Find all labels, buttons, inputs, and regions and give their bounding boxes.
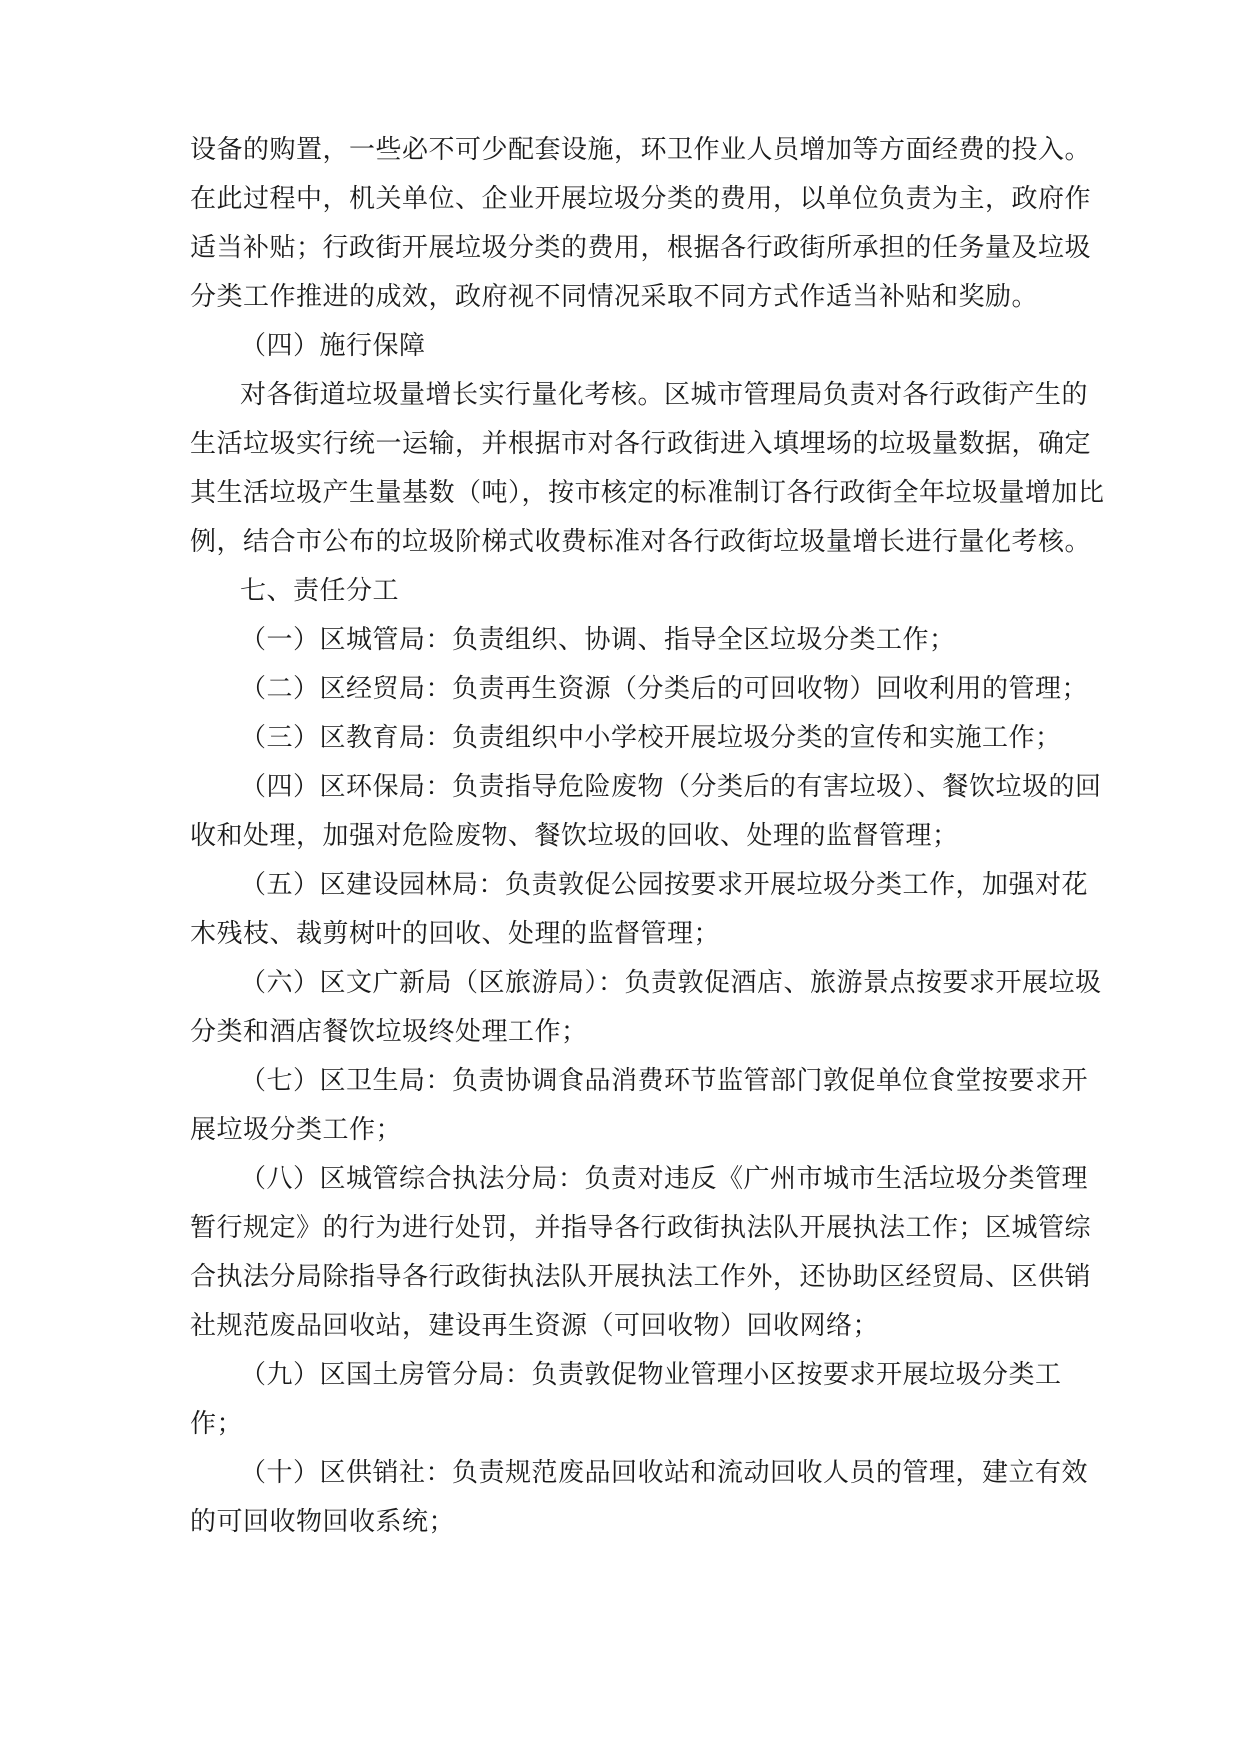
list-item-continuation: 暂行规定》的行为进行处罚，并指导各行政街执法队开展执法工作；区城管综 — [190, 1213, 1092, 1243]
list-item-continuation: 分类和酒店餐饮垃圾终处理工作； — [190, 1017, 588, 1047]
list-item: （一）区城管局：负责组织、协调、指导全区垃圾分类工作； — [240, 625, 956, 655]
paragraph-line: 设备的购置，一些必不可少配套设施，环卫作业人员增加等方面经费的投入。 — [190, 135, 1092, 165]
list-item: （八）区城管综合执法分局：负责对违反《广州市城市生活垃圾分类管理 — [240, 1164, 1089, 1194]
paragraph-line: 对各街道垃圾量增长实行量化考核。区城市管理局负责对各行政街产生的 — [240, 380, 1089, 410]
paragraph-line: 其生活垃圾产生量基数（吨），按市核定的标准制订各行政街全年垃圾量增加比 — [190, 478, 1105, 508]
paragraph-line: 适当补贴；行政街开展垃圾分类的费用，根据各行政街所承担的任务量及垃圾 — [190, 233, 1092, 263]
list-item: （五）区建设园林局：负责敦促公园按要求开展垃圾分类工作，加强对花 — [240, 870, 1089, 900]
list-item-continuation: 的可回收物回收系统； — [190, 1507, 456, 1537]
section-heading: （四）施行保障 — [240, 331, 426, 361]
list-item-continuation: 收和处理，加强对危险废物、餐饮垃圾的回收、处理的监督管理； — [190, 821, 959, 851]
list-item: （四）区环保局：负责指导危险废物（分类后的有害垃圾）、餐饮垃圾的回 — [240, 772, 1102, 802]
list-item-continuation: 合执法分局除指导各行政街执法队开展执法工作外，还协助区经贸局、区供销 — [190, 1262, 1092, 1292]
list-item: （七）区卫生局：负责协调食品消费环节监管部门敦促单位食堂按要求开 — [240, 1066, 1089, 1096]
paragraph-line: 分类工作推进的成效，政府视不同情况采取不同方式作适当补贴和奖励。 — [190, 282, 1039, 312]
list-item: （三）区教育局：负责组织中小学校开展垃圾分类的宣传和实施工作； — [240, 723, 1062, 753]
paragraph-line: 例，结合市公布的垃圾阶梯式收费标准对各行政街垃圾量增长进行量化考核。 — [190, 527, 1092, 557]
list-item-continuation: 社规范废品回收站，建设再生资源（可回收物）回收网络； — [190, 1311, 880, 1341]
section-heading: 七、责任分工 — [240, 576, 400, 606]
list-item: （六）区文广新局（区旅游局）：负责敦促酒店、旅游景点按要求开展垃圾 — [240, 968, 1102, 998]
list-item-continuation: 木残枝、裁剪树叶的回收、处理的监督管理； — [190, 919, 721, 949]
list-item-continuation: 展垃圾分类工作； — [190, 1115, 403, 1145]
list-item: （十）区供销社：负责规范废品回收站和流动回收人员的管理，建立有效 — [240, 1458, 1089, 1488]
paragraph-line: 生活垃圾实行统一运输，并根据市对各行政街进入填埋场的垃圾量数据，确定 — [190, 429, 1092, 459]
paragraph-line: 在此过程中，机关单位、企业开展垃圾分类的费用，以单位负责为主，政府作 — [190, 184, 1092, 214]
list-item: （九）区国土房管分局：负责敦促物业管理小区按要求开展垃圾分类工 — [240, 1360, 1062, 1390]
list-item: （二）区经贸局：负责再生资源（分类后的可回收物）回收利用的管理； — [240, 674, 1089, 704]
list-item-continuation: 作； — [190, 1409, 244, 1439]
